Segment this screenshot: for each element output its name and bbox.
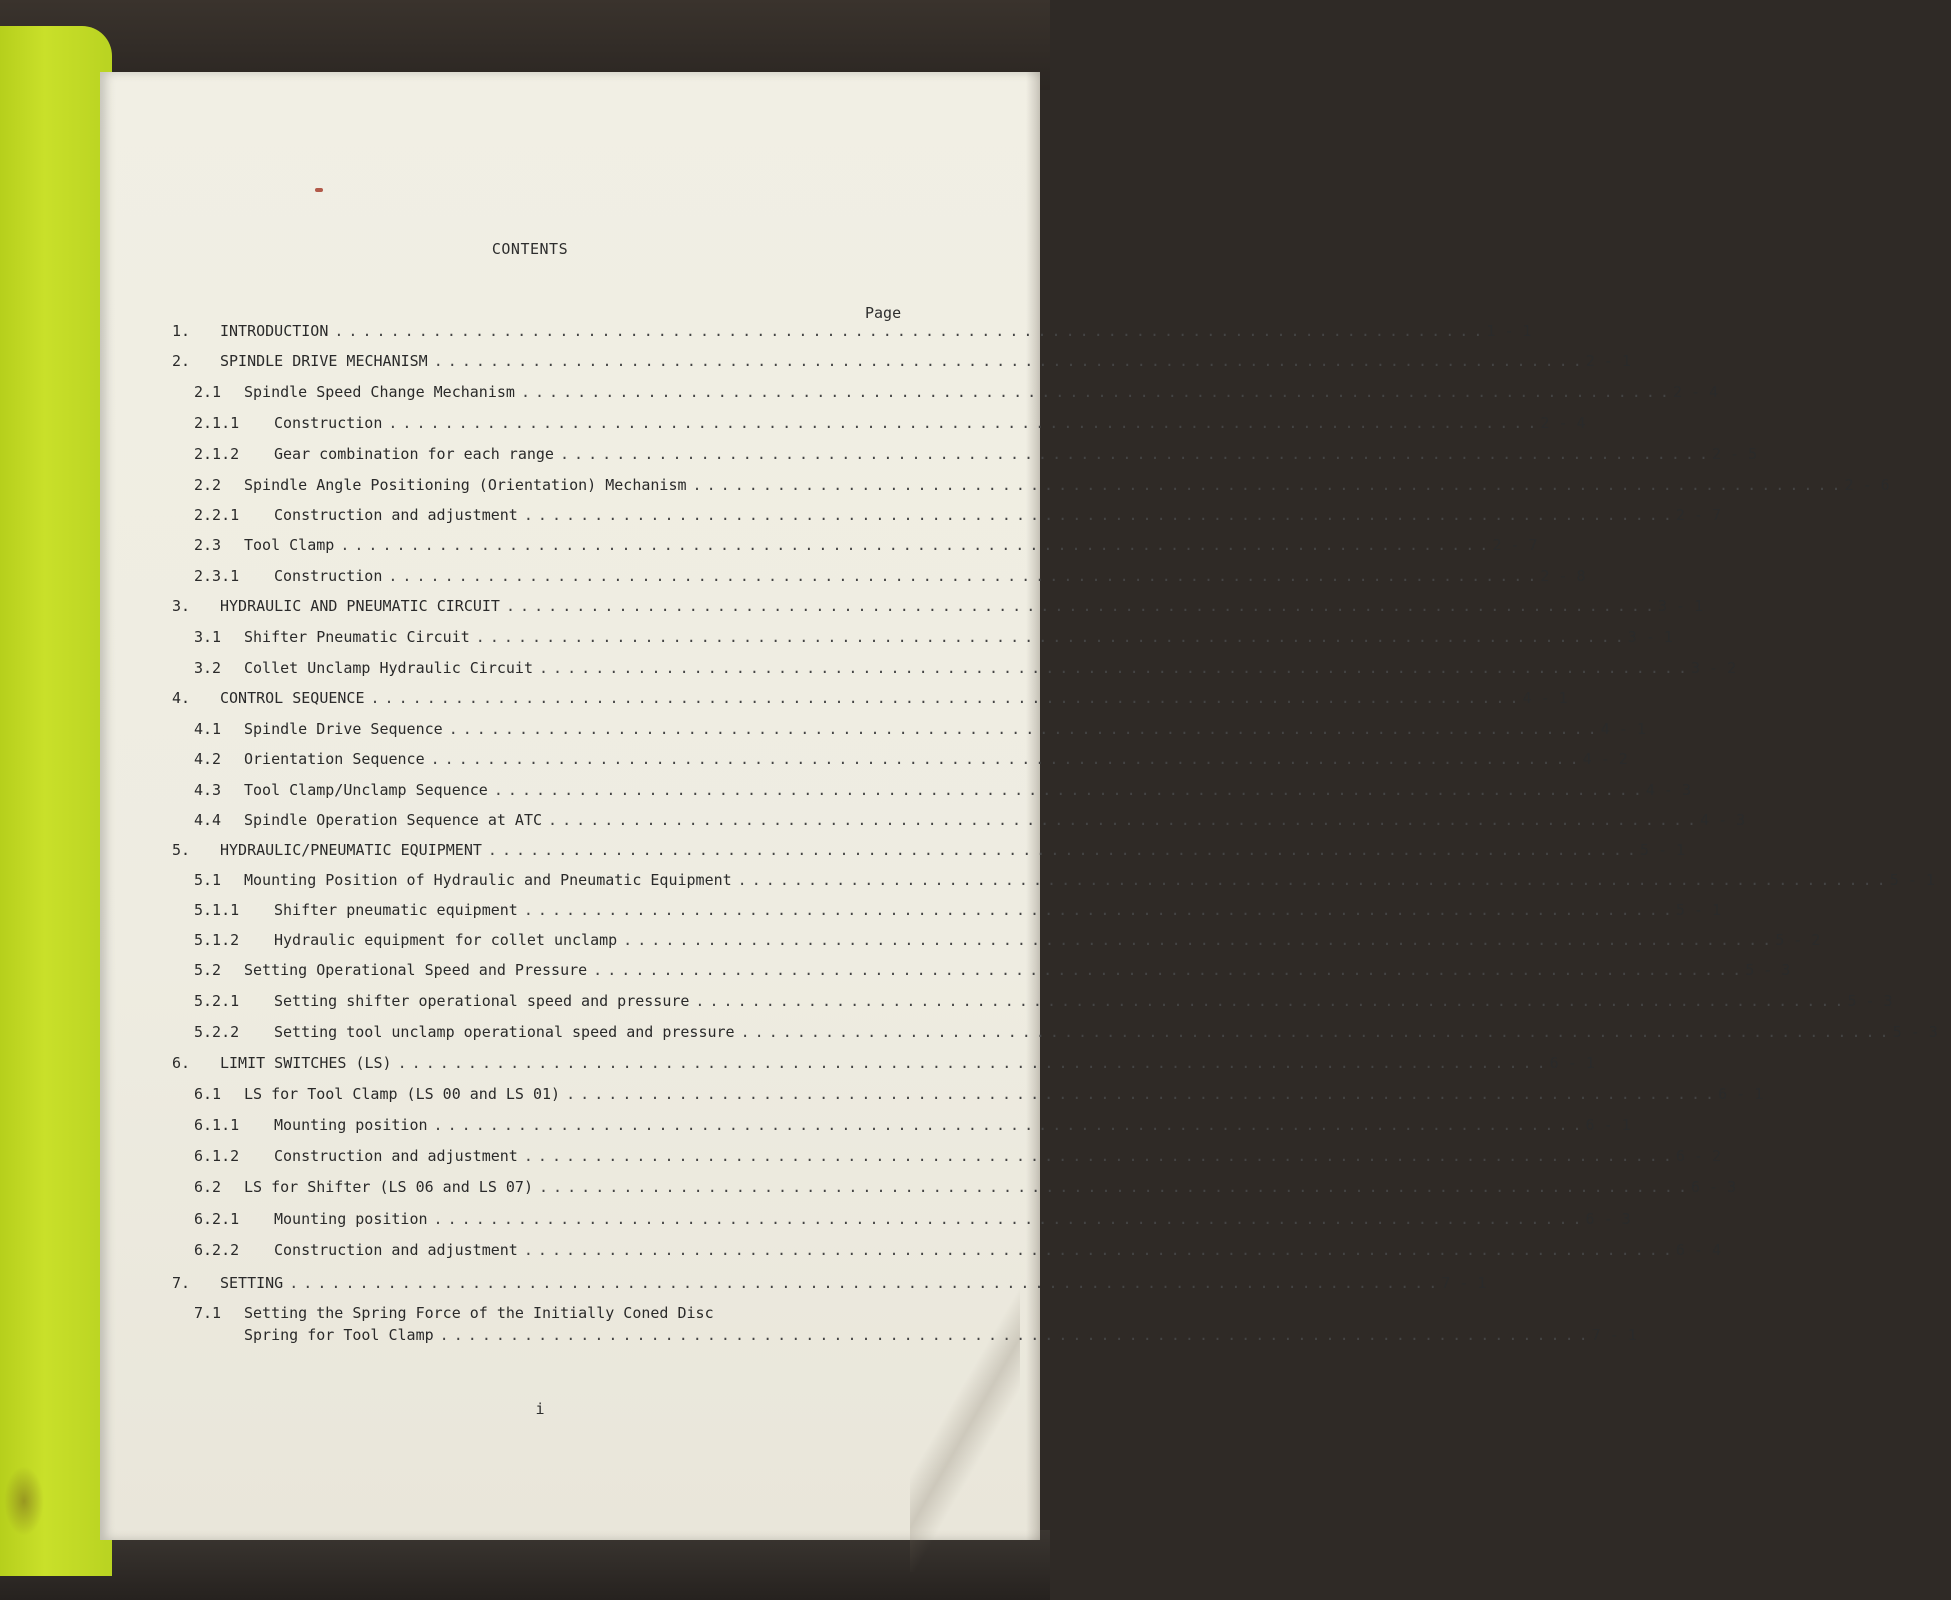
binder-cover	[0, 26, 112, 1576]
toc-entry[interactable]	[172, 689, 1568, 713]
toc-entry-page: 5 - 1	[1675, 901, 1722, 919]
toc-entry[interactable]	[172, 445, 1758, 469]
toc-entry-number: 4.2	[194, 750, 222, 768]
toc-entry-title: LS for Shifter (LS 06 and LS 07)	[244, 1178, 533, 1196]
leader-dots	[524, 1147, 1670, 1165]
ink-mark	[315, 188, 323, 192]
leader-dots	[539, 659, 1685, 677]
toc-entry-page: 6 - 1	[1585, 1116, 1631, 1134]
toc-entry-number: 6.1	[194, 1085, 222, 1103]
toc-entry-page: 5 - 1	[1889, 871, 1935, 889]
leader-dots	[388, 414, 1534, 432]
toc-entry-title: Spindle Speed Change Mechanism	[244, 383, 515, 401]
toc-entry-title: CONTROL SEQUENCE	[220, 689, 365, 707]
leader-dots	[434, 352, 1580, 370]
toc-entry-title: Gear combination for each range	[274, 445, 554, 463]
toc-entry-page: 4 - 3	[1645, 781, 1692, 799]
leader-dots	[695, 992, 1841, 1010]
toc-entry-page: 6 - 1	[1718, 1085, 1764, 1103]
toc-entry-page: 6 - 1	[1549, 1054, 1595, 1072]
toc-entry-number: 3.1	[194, 628, 222, 646]
toc-entry[interactable]	[172, 961, 1791, 985]
toc-entry-number: 5.2	[194, 961, 222, 979]
toc-entry-title: LIMIT SWITCHES (LS)	[220, 1054, 392, 1072]
toc-entry-title: Construction and adjustment	[274, 1241, 518, 1259]
toc-entry-page: 2 - 1	[1585, 352, 1631, 370]
toc-entry-number: 1.	[172, 322, 191, 340]
toc-entry-page: 6 - 4	[1675, 1241, 1722, 1259]
page-column-header: Page	[865, 304, 902, 322]
toc-entry-page: 4 - 1	[1600, 720, 1646, 738]
toc-entry-title: INTRODUCTION	[220, 322, 329, 340]
toc-entry-page: 2 - 4	[1672, 383, 1719, 401]
toc-entry-number: 4.	[172, 689, 191, 707]
toc-entry-page: 2 - 5	[1711, 445, 1758, 463]
toc-entry-number: 7.1	[194, 1304, 222, 1322]
toc-entry-page: 2 - 6	[1844, 476, 1890, 494]
toc-entry-page: 4 - 3	[1700, 811, 1746, 829]
leader-dots	[431, 750, 1577, 768]
toc-entry-title: Construction and adjustment	[274, 506, 518, 524]
toc-entry[interactable]	[172, 1241, 1722, 1265]
leader-dots	[398, 1054, 1544, 1072]
toc-entry[interactable]	[172, 1054, 1595, 1078]
toc-entry[interactable]	[172, 1023, 1938, 1047]
leader-dots	[488, 841, 1634, 859]
toc-entry-title: Setting the Spring Force of the Initially Coned Disc	[244, 1304, 714, 1322]
leader-dots	[539, 1178, 1685, 1196]
toc-entry-number: 5.1.1	[194, 901, 240, 919]
leader-dots	[388, 567, 1534, 585]
toc-entry-page: 2 - 7	[1492, 536, 1538, 554]
toc-entry[interactable]	[172, 597, 1704, 621]
toc-entry-page: 7 - 1	[1441, 1274, 1487, 1292]
toc-entry-number: 3.2	[194, 659, 222, 677]
toc-entry-number: 2.3	[194, 536, 222, 554]
leader-dots	[738, 871, 1884, 889]
toc-entry[interactable]	[172, 476, 1890, 500]
toc-entry-page: 4 - 2	[1582, 750, 1628, 768]
toc-entry-page: 6 - 2	[1675, 1147, 1722, 1165]
leader-dots	[521, 383, 1667, 401]
leader-dots	[340, 536, 1486, 554]
toc-entry-number: 5.1	[194, 871, 222, 889]
toc-entry-page: 1 - 1	[1486, 322, 1532, 340]
toc-entry-number: 4.1	[194, 720, 222, 738]
toc-entry[interactable]	[172, 1210, 1631, 1234]
toc-entry-title: HYDRAULIC/PNEUMATIC EQUIPMENT	[220, 841, 482, 859]
toc-entry-number: 6.2.1	[194, 1210, 240, 1228]
leader-dots	[524, 901, 1670, 919]
toc-entry-number: 4.3	[194, 781, 222, 799]
toc-entry-number: 5.	[172, 841, 191, 859]
toc-entry-page: 5 - 1	[1639, 841, 1686, 859]
toc-entry[interactable]	[172, 841, 1686, 865]
toc-entry-title: Spindle Drive Sequence	[244, 720, 443, 738]
toc-entry-title: Orientation Sequence	[244, 750, 425, 768]
leader-dots	[434, 1116, 1580, 1134]
toc-entry-page: 5 - 3	[1847, 992, 1893, 1010]
toc-entry-number: 5.1.2	[194, 931, 240, 949]
leader-dots	[334, 322, 1480, 340]
toc-entry-number: 6.1.1	[194, 1116, 240, 1134]
toc-entry[interactable]	[172, 506, 1722, 530]
toc-entry-page: 5 - 3	[1745, 961, 1791, 979]
toc-entry[interactable]	[172, 414, 1586, 438]
toc-entry-title: SETTING	[220, 1274, 284, 1292]
toc-entry[interactable]	[172, 659, 1737, 683]
toc-entry-number: 4.4	[194, 811, 222, 829]
toc-entry-page: 2 - 8	[1540, 567, 1586, 585]
toc-entry-page: 3 - 1	[1657, 597, 1704, 615]
toc-entry[interactable]	[172, 781, 1692, 805]
toc-entry-number: 2.2.1	[194, 506, 240, 524]
leader-dots	[371, 689, 1517, 707]
toc-entry-title: Shifter Pneumatic Circuit	[244, 628, 470, 646]
toc-entry-title: LS for Tool Clamp (LS 00 and LS 01)	[244, 1085, 561, 1103]
leader-dots	[593, 961, 1739, 979]
toc-entry[interactable]	[172, 322, 1532, 346]
leader-dots	[476, 628, 1622, 646]
toc-entry-title: Mounting position	[274, 1116, 428, 1134]
toc-entry[interactable]	[172, 811, 1746, 835]
toc-entry-title: HYDRAULIC AND PNEUMATIC CIRCUIT	[220, 597, 500, 615]
leader-dots	[434, 1210, 1580, 1228]
toc-entry-number: 6.2	[194, 1178, 222, 1196]
toc-entry-number: 6.1.2	[194, 1147, 240, 1165]
toc-entry-title: Setting shifter operational speed and pressure	[274, 992, 690, 1010]
toc-entry-title: Shifter pneumatic equipment	[274, 901, 518, 919]
leader-dots	[623, 931, 1769, 949]
toc-entry-title-continued: Spring for Tool Clamp	[244, 1326, 434, 1344]
toc-entry-title: Collet Unclamp Hydraulic Circuit	[244, 659, 533, 677]
toc-entry[interactable]	[172, 1085, 1764, 1109]
toc-entry[interactable]	[172, 1147, 1722, 1171]
leader-dots	[524, 506, 1670, 524]
page-edge-shadow	[1026, 72, 1040, 1540]
page-title: CONTENTS	[491, 240, 569, 258]
toc-entry-number: 7.	[172, 1274, 191, 1292]
toc-entry-title: Mounting position	[274, 1210, 428, 1228]
toc-entry-number: 2.3.1	[194, 567, 240, 585]
toc-entry-title: SPINDLE DRIVE MECHANISM	[220, 352, 428, 370]
toc-entry-number: 2.2	[194, 476, 222, 494]
leader-dots	[449, 720, 1595, 738]
toc-entry-title: Mounting Position of Hydraulic and Pneumatic Equipment	[244, 871, 732, 889]
leader-dots	[693, 476, 1839, 494]
toc-entry-page: 2 - 7	[1675, 506, 1722, 524]
toc-entry-page: 5 - 3	[1892, 1023, 1938, 1041]
leader-dots	[560, 445, 1706, 463]
toc-entry[interactable]	[172, 1274, 1487, 1298]
toc-entry-title: Setting tool unclamp operational speed and pressure	[274, 1023, 735, 1041]
toc-entry[interactable]	[172, 1116, 1631, 1140]
toc-entry-number: 2.	[172, 352, 191, 370]
leader-dots	[548, 811, 1694, 829]
toc-entry[interactable]	[172, 383, 1719, 407]
toc-entry-title: Construction	[274, 414, 383, 432]
toc-entry[interactable]	[172, 536, 1538, 560]
background-bottom	[0, 1530, 1050, 1600]
toc-entry-page: 4 - 1	[1522, 689, 1568, 707]
toc-entry-number: 5.2.2	[194, 1023, 240, 1041]
leader-dots	[566, 1085, 1712, 1103]
toc-entry-number: 6.2.2	[194, 1241, 240, 1259]
toc-entry-page: 3 - 1	[1627, 628, 1673, 646]
toc-entry-page: 5 - 2	[1775, 931, 1821, 949]
toc-entry-title: Hydraulic equipment for collet unclamp	[274, 931, 618, 949]
toc-entry[interactable]	[172, 567, 1586, 591]
toc-entry-number: 3.	[172, 597, 191, 615]
toc-entry-page: 7 - 1	[1591, 1326, 1637, 1344]
leader-dots	[524, 1241, 1670, 1259]
leader-dots	[741, 1023, 1887, 1041]
toc-entry[interactable]	[172, 992, 1893, 1016]
leader-dots	[289, 1274, 1435, 1292]
document-page	[100, 72, 1938, 1540]
toc-entry-number: 5.2.1	[194, 992, 240, 1010]
toc-entry-title: Setting Operational Speed and Pressure	[244, 961, 588, 979]
toc-entry-number: 2.1	[194, 383, 222, 401]
toc-entry[interactable]	[172, 352, 1631, 376]
toc-entry[interactable]	[172, 750, 1628, 774]
toc-entry-title: Construction and adjustment	[274, 1147, 518, 1165]
page-number: i	[535, 1400, 545, 1418]
toc-entry-number: 2.1.2	[194, 445, 240, 463]
toc-entry[interactable]	[172, 720, 1646, 744]
toc-entry[interactable]	[172, 931, 1821, 955]
toc-entry-title: Construction	[274, 567, 383, 585]
toc-entry-page: 6 - 3	[1691, 1178, 1737, 1196]
toc-entry-page: 2 - 4	[1540, 414, 1586, 432]
toc-entry[interactable]	[172, 1178, 1737, 1202]
leader-dots	[506, 597, 1652, 615]
cover-stain	[4, 1466, 44, 1536]
toc-entry[interactable]	[172, 901, 1722, 925]
toc-entry-title: Tool Clamp/Unclamp Sequence	[244, 781, 488, 799]
toc-entry-number: 2.1.1	[194, 414, 240, 432]
toc-entry[interactable]	[172, 871, 1935, 895]
toc-entry-number: 6.	[172, 1054, 191, 1072]
leader-dots	[494, 781, 1640, 799]
toc-entry[interactable]	[172, 628, 1673, 652]
toc-entry-title: Spindle Angle Positioning (Orientation) Mechanism	[244, 476, 687, 494]
toc-entry[interactable]	[172, 1304, 1637, 1348]
toc-entry-page: 6 - 3	[1585, 1210, 1631, 1228]
toc-entry-title: Tool Clamp	[244, 536, 335, 554]
toc-entry-title: Spindle Operation Sequence at ATC	[244, 811, 543, 829]
toc-entry-page: 3 - 2	[1691, 659, 1737, 677]
